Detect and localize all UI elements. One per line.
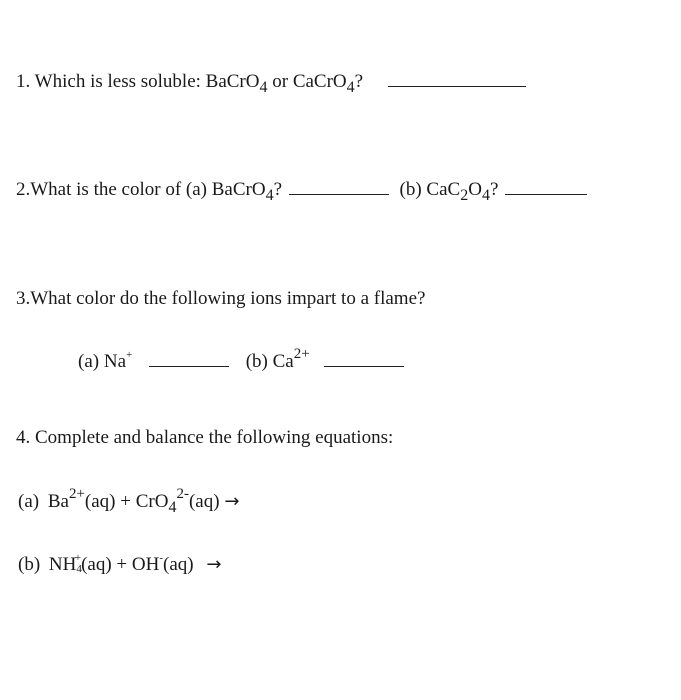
question-3-prompt: What color do the following ions impart to a flame? — [30, 288, 426, 309]
compound-bacro4: BaCrO — [205, 71, 260, 92]
ion-barium: Ba — [47, 491, 69, 512]
question-2: 2.What is the color of (a) BaCrO$_4$? (b) $CaC_2O_4$? — [16, 179, 587, 205]
answer-blank-3b[interactable] — [324, 365, 404, 367]
equation-a: (a) $Ba^{2+}(aq) + CrO_4^{2-}(aq)$ → — [18, 486, 240, 516]
question-1-number: 1. — [16, 71, 31, 92]
ion-calcium: Ca — [272, 351, 294, 372]
question-1: 1. Which is less soluble: BaCrO$_4$ or CaCrO$_4$? — [16, 71, 526, 97]
compound-bacro4: BaCrO — [211, 179, 266, 200]
answer-blank-3a[interactable] — [149, 365, 229, 367]
answer-blank-2a[interactable] — [289, 193, 389, 195]
question-3 — [16, 288, 425, 310]
answer-blank-1[interactable] — [388, 85, 526, 87]
reaction-arrow-icon: → — [206, 554, 222, 575]
question-2-prompt: What is the color of — [30, 179, 186, 200]
compound-cac2o4: CaC — [426, 179, 461, 200]
reaction-arrow-icon: → — [224, 491, 240, 512]
question-4-number: 4. — [16, 427, 31, 448]
ion-chromate: CrO — [135, 491, 169, 512]
ion-hydroxide: OH — [131, 554, 160, 575]
question-3-number: 3. — [16, 288, 31, 309]
equation-b: (b) NH4+(aq) + OH-(aq) → — [18, 552, 222, 575]
answer-blank-2b[interactable] — [505, 193, 587, 195]
ion-ammonium: NH — [48, 554, 77, 575]
question-2-number: 2. — [16, 179, 31, 200]
question-4-prompt: Complete and balance the following equations: — [35, 427, 394, 448]
compound-cacro4: CaCrO — [292, 71, 347, 92]
ion-sodium: Na — [103, 351, 126, 372]
question-3-parts: (a) Na+ (b) $Ca^{2+}$ — [78, 346, 404, 373]
question-1-prompt: Which is less soluble: — [34, 71, 206, 92]
question-4 — [16, 427, 393, 449]
